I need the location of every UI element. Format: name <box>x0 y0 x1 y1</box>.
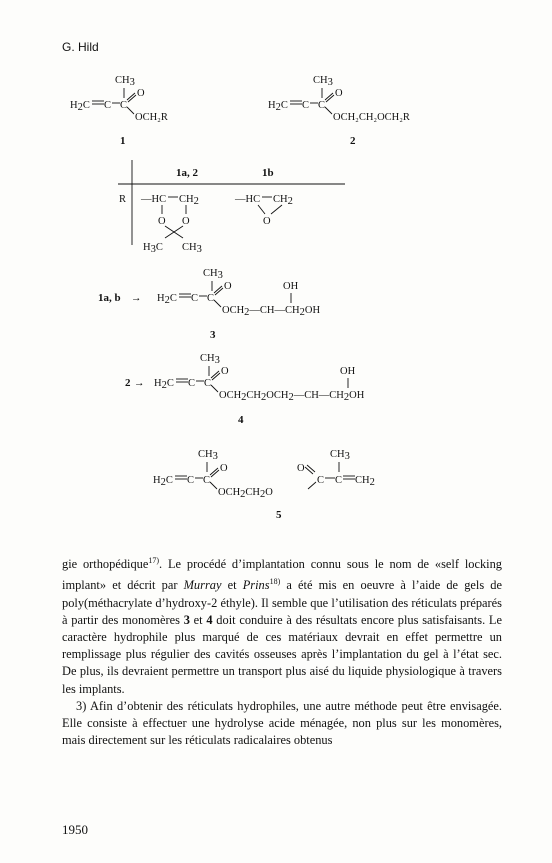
monomer-3-ref: 3 <box>183 612 190 627</box>
svg-text:CH3: CH3 <box>182 242 202 255</box>
compound-2-number: 2 <box>350 135 356 147</box>
r-group-table <box>118 160 345 255</box>
reaction-scheme-4 <box>125 353 365 426</box>
svg-text:OCH2—CH—CH2OH: OCH2—CH—CH2OH <box>222 305 321 318</box>
compound-2-substituent: OCH₂CH₂OCH₂R <box>333 112 410 123</box>
compound-5-number: 5 <box>276 509 282 521</box>
table-header-1b: 1b <box>262 167 274 179</box>
reference-17: 17) <box>148 556 160 565</box>
svg-text:CH3: CH3 <box>330 449 350 462</box>
svg-text:C: C <box>318 100 326 111</box>
svg-text:O: O <box>224 281 232 292</box>
svg-text:CH2: CH2 <box>273 194 293 207</box>
svg-text:CH3: CH3 <box>203 268 223 281</box>
svg-text:C: C <box>120 100 128 111</box>
paragraph-hydrolysis: 3) Afin d’obtenir des réticulats hydrophiles, une autre méthode peut être envisagée. Elle consiste à effectuer une hydrolyse acide ménagée, non plus sur les monomères, mais directement sur les réticulats radicalaires obtenus <box>62 698 502 748</box>
svg-text:OCH2CH2OCH2—CH—CH2OH: OCH2CH2OCH2—CH—CH2OH <box>219 390 365 403</box>
reaction-scheme-3 <box>98 268 320 341</box>
para1-text-d: a été mis en oeuvre à l’aide de gels de poly(méthacrylate d’hydroxy-2 éthyle). Il semble que l’utilisation des réticulats préparés à partir des monomères <box>62 578 502 627</box>
structure-compound-1 <box>70 75 168 147</box>
body-text <box>62 552 502 749</box>
svg-text:C: C <box>104 100 112 111</box>
para1-text-f: doit conduire à des résultats encore plus satisfaisants. Le caractère hydrophile plus marqué de ces matériaux devrait en effet permettre un remplissage plus régulier des cavités osseuses après l’implantation du gel à l’état sec. De plus, ils devraient permettre un transport plus aisé du liquide physiologique à travers les implants. <box>62 612 502 696</box>
svg-text:CH3: CH3 <box>198 449 218 462</box>
table-row-label-r: R <box>119 194 127 205</box>
para1-text-e: et <box>189 612 207 627</box>
reference-18: 18) <box>269 577 281 587</box>
svg-text:CH2: CH2 <box>355 475 375 488</box>
svg-text:C: C <box>204 378 212 389</box>
svg-text:H3C: H3C <box>143 242 163 255</box>
compound-1-number: 1 <box>120 135 126 147</box>
svg-text:C: C <box>317 475 325 486</box>
svg-text:O: O <box>263 216 271 227</box>
svg-text:C: C <box>207 293 215 304</box>
svg-text:O: O <box>297 463 305 474</box>
page-number: 1950 <box>62 822 88 837</box>
svg-text:C: C <box>191 293 199 304</box>
svg-text:OCH2CH2O: OCH2CH2O <box>218 487 273 500</box>
svg-text:OH: OH <box>340 366 356 377</box>
para1-text-b: . Le procédé d’implantation connu sous le nom de «self locking implant» et décrit par <box>62 557 502 593</box>
svg-text:O: O <box>221 366 229 377</box>
structure-compound-2 <box>268 75 410 147</box>
svg-text:→: → <box>131 293 142 304</box>
reaction-3-reactant: 1a, b <box>98 292 121 304</box>
svg-text:C: C <box>187 475 195 486</box>
svg-text:C: C <box>302 100 310 111</box>
svg-text:O: O <box>158 216 166 227</box>
svg-text:H2C: H2C <box>153 475 173 488</box>
svg-text:C: C <box>203 475 211 486</box>
svg-text:—HC: —HC <box>235 194 261 205</box>
paragraph-implant <box>62 552 502 698</box>
svg-text:—HC: —HC <box>141 194 167 205</box>
author-prins: Prins <box>242 578 270 593</box>
compound-4-number: 4 <box>238 414 244 426</box>
para1-text-c: et <box>221 578 243 593</box>
compound-3-number: 3 <box>210 329 216 341</box>
author-murray: Murray <box>183 578 222 593</box>
svg-text:H2C: H2C <box>157 293 177 306</box>
monomer-4-ref: 4 <box>206 612 213 627</box>
running-header-author: G. Hild <box>62 40 99 54</box>
compound-1-substituent: OCH₂R <box>135 112 168 123</box>
reaction-4-reactant: 2 <box>125 377 131 389</box>
svg-text:H2C: H2C <box>70 100 90 113</box>
svg-text:H2C: H2C <box>268 100 288 113</box>
svg-text:CH3: CH3 <box>115 75 135 88</box>
svg-text:CH3: CH3 <box>200 353 220 366</box>
svg-text:O: O <box>335 88 343 99</box>
svg-text:O: O <box>182 216 190 227</box>
svg-text:O: O <box>137 88 145 99</box>
svg-text:CH2: CH2 <box>179 194 199 207</box>
svg-text:CH3: CH3 <box>313 75 333 88</box>
structure-compound-5 <box>153 449 375 521</box>
svg-text:C: C <box>188 378 196 389</box>
svg-text:C: C <box>335 475 343 486</box>
svg-text:OH: OH <box>283 281 299 292</box>
table-header-1a-2: 1a, 2 <box>176 167 198 179</box>
svg-text:H2C: H2C <box>154 378 174 391</box>
svg-text:→: → <box>134 378 145 389</box>
svg-text:O: O <box>220 463 228 474</box>
para1-text-a: gie orthopédique <box>62 557 149 572</box>
